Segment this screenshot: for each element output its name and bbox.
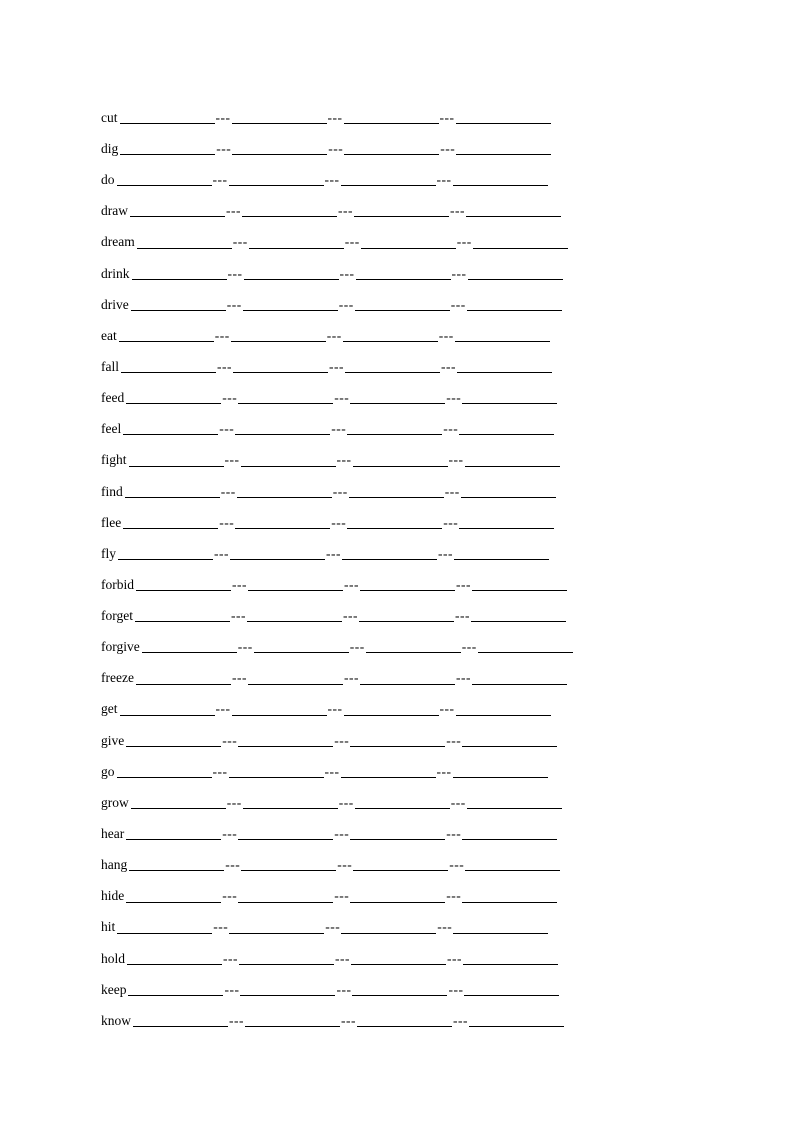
answer-blank[interactable] [229, 921, 324, 934]
answer-blank[interactable] [459, 422, 554, 435]
answer-blank[interactable] [467, 796, 562, 809]
answer-blank[interactable] [467, 298, 562, 311]
answer-blank[interactable] [472, 578, 567, 591]
answer-blank[interactable] [238, 827, 333, 840]
answer-blank[interactable] [129, 454, 224, 467]
answer-blank[interactable] [341, 173, 436, 186]
form-separator: --- [344, 234, 360, 250]
answer-blank[interactable] [245, 1014, 340, 1027]
answer-blank[interactable] [238, 734, 333, 747]
answer-blank[interactable] [243, 796, 338, 809]
answer-blank[interactable] [357, 1014, 452, 1027]
form-separator: --- [453, 1012, 468, 1028]
answer-blank[interactable] [117, 173, 212, 186]
verb-row [101, 289, 701, 320]
form-separator: --- [226, 203, 241, 219]
answer-blank[interactable] [235, 422, 330, 435]
answer-blank[interactable] [243, 298, 338, 311]
answer-blank[interactable] [361, 236, 456, 249]
answer-blank[interactable] [355, 298, 450, 311]
verb-label: hold [101, 950, 126, 966]
verb-row [101, 725, 701, 756]
form-separator: --- [237, 639, 253, 655]
verb-row [101, 849, 701, 880]
verb-label: do [101, 172, 115, 188]
answer-blank[interactable] [241, 858, 336, 871]
form-separator: --- [338, 203, 353, 219]
answer-blank[interactable] [342, 547, 437, 560]
verb-label: dream [101, 234, 135, 250]
form-separator: --- [443, 514, 459, 530]
verb-row [101, 787, 701, 818]
answer-blank[interactable] [230, 547, 325, 560]
verb-label: cut [101, 109, 118, 125]
answer-blank[interactable] [353, 858, 448, 871]
answer-blank[interactable] [132, 267, 227, 280]
form-separator: --- [213, 919, 229, 935]
answer-blank[interactable] [117, 765, 212, 778]
form-separator: --- [227, 265, 243, 281]
form-separator: --- [336, 981, 352, 997]
verb-row [101, 538, 701, 569]
verb-row [101, 663, 701, 694]
answer-blank[interactable] [462, 890, 557, 903]
answer-blank[interactable] [350, 827, 445, 840]
answer-blank[interactable] [356, 267, 451, 280]
form-separator: --- [327, 701, 343, 717]
answer-blank[interactable] [353, 454, 448, 467]
answer-blank[interactable] [461, 485, 556, 498]
verb-row [101, 413, 701, 444]
answer-blank[interactable] [136, 672, 231, 685]
answer-blank[interactable] [232, 111, 327, 124]
form-separator: --- [448, 452, 464, 468]
verb-label: forgive [101, 639, 140, 655]
form-separator: --- [215, 109, 231, 125]
answer-blank[interactable] [360, 672, 455, 685]
form-separator: --- [450, 296, 466, 312]
form-separator: --- [212, 763, 228, 779]
answer-blank[interactable] [352, 983, 447, 996]
answer-blank[interactable] [350, 734, 445, 747]
answer-blank[interactable] [469, 1014, 564, 1027]
form-separator: --- [437, 919, 453, 935]
answer-blank[interactable] [343, 329, 438, 342]
form-separator: --- [446, 390, 462, 406]
answer-blank[interactable] [350, 391, 445, 404]
answer-blank[interactable] [120, 142, 215, 155]
answer-blank[interactable] [133, 1014, 228, 1027]
form-separator: --- [226, 296, 242, 312]
answer-blank[interactable] [248, 672, 343, 685]
form-separator: --- [448, 981, 464, 997]
form-separator: --- [232, 234, 248, 250]
verb-label: hide [101, 888, 125, 904]
answer-blank[interactable] [135, 609, 230, 622]
form-separator: --- [334, 826, 350, 842]
answer-blank[interactable] [465, 858, 560, 871]
answer-blank[interactable] [142, 640, 237, 653]
answer-blank[interactable] [131, 298, 226, 311]
answer-blank[interactable] [136, 578, 231, 591]
answer-blank[interactable] [238, 391, 333, 404]
answer-blank[interactable] [354, 204, 449, 217]
answer-blank[interactable] [462, 827, 557, 840]
form-separator: --- [331, 514, 347, 530]
verb-label: forget [101, 608, 133, 624]
form-separator: --- [216, 140, 232, 156]
verb-label: hear [101, 826, 125, 842]
answer-blank[interactable] [360, 578, 455, 591]
form-separator: --- [327, 109, 343, 125]
answer-blank[interactable] [123, 516, 218, 529]
answer-blank[interactable] [472, 672, 567, 685]
verb-label: go [101, 763, 115, 779]
verb-label: keep [101, 981, 127, 997]
form-separator: --- [334, 888, 350, 904]
form-separator: --- [229, 1012, 244, 1028]
verb-row [101, 974, 701, 1005]
form-separator: --- [439, 701, 455, 717]
form-separator: --- [215, 701, 231, 717]
verb-row [101, 351, 701, 382]
form-separator: --- [225, 857, 241, 873]
form-separator: --- [455, 670, 471, 686]
answer-blank[interactable] [464, 983, 559, 996]
answer-blank[interactable] [459, 516, 554, 529]
answer-blank[interactable] [471, 609, 566, 622]
answer-blank[interactable] [355, 796, 450, 809]
answer-blank[interactable] [131, 796, 226, 809]
form-separator: --- [446, 888, 462, 904]
form-separator: --- [438, 327, 454, 343]
answer-blank[interactable] [453, 173, 548, 186]
verb-label: find [101, 483, 123, 499]
answer-blank[interactable] [241, 454, 336, 467]
answer-blank[interactable] [242, 204, 337, 217]
form-separator: --- [326, 545, 341, 561]
form-separator: --- [339, 265, 355, 281]
answer-blank[interactable] [244, 267, 339, 280]
form-separator: --- [334, 390, 350, 406]
form-separator: --- [456, 576, 471, 592]
form-separator: --- [328, 140, 344, 156]
verb-row [101, 133, 701, 164]
answer-blank[interactable] [125, 485, 220, 498]
form-separator: --- [344, 576, 359, 592]
answer-blank[interactable] [126, 890, 221, 903]
form-separator: --- [456, 234, 472, 250]
answer-blank[interactable] [463, 952, 558, 965]
verb-label: fight [101, 452, 127, 468]
form-separator: --- [332, 483, 348, 499]
form-separator: --- [441, 358, 456, 374]
answer-blank[interactable] [249, 236, 344, 249]
form-separator: --- [324, 763, 340, 779]
form-separator: --- [214, 545, 229, 561]
form-separator: --- [436, 172, 452, 188]
answer-blank[interactable] [347, 422, 442, 435]
form-separator: --- [337, 857, 353, 873]
answer-blank[interactable] [129, 858, 224, 871]
verb-label: grow [101, 794, 129, 810]
answer-blank[interactable] [359, 609, 454, 622]
form-separator: --- [446, 732, 462, 748]
answer-blank[interactable] [239, 952, 334, 965]
verb-row [101, 227, 701, 258]
answer-blank[interactable] [254, 640, 349, 653]
verb-row [101, 569, 701, 600]
verb-row [101, 600, 701, 631]
answer-blank[interactable] [456, 142, 551, 155]
verb-row [101, 1005, 701, 1036]
form-separator: --- [440, 140, 456, 156]
form-separator: --- [443, 421, 459, 437]
form-separator: --- [222, 888, 238, 904]
verb-row [101, 164, 701, 195]
form-separator: --- [217, 358, 232, 374]
form-separator: --- [222, 732, 238, 748]
answer-blank[interactable] [237, 485, 332, 498]
answer-blank[interactable] [238, 890, 333, 903]
answer-blank[interactable] [232, 142, 327, 155]
verb-label: freeze [101, 670, 134, 686]
form-separator: --- [231, 608, 246, 624]
form-separator: --- [343, 670, 359, 686]
form-separator: --- [224, 981, 240, 997]
answer-blank[interactable] [120, 703, 215, 716]
answer-blank[interactable] [465, 454, 560, 467]
answer-blank[interactable] [229, 765, 324, 778]
answer-blank[interactable] [126, 827, 221, 840]
verb-label: hang [101, 857, 128, 873]
verb-label: get [101, 701, 118, 717]
form-separator: --- [450, 203, 465, 219]
verb-row [101, 382, 701, 413]
answer-blank[interactable] [235, 516, 330, 529]
answer-blank[interactable] [127, 952, 222, 965]
form-separator: --- [450, 794, 466, 810]
form-separator: --- [324, 172, 340, 188]
form-separator: --- [231, 670, 247, 686]
answer-blank[interactable] [473, 236, 568, 249]
answer-blank[interactable] [462, 391, 557, 404]
form-separator: --- [341, 1012, 356, 1028]
verb-label: drive [101, 296, 129, 312]
form-separator: --- [338, 296, 354, 312]
form-separator: --- [334, 732, 350, 748]
verb-label: draw [101, 203, 128, 219]
form-separator: --- [338, 794, 354, 810]
verb-label: eat [101, 327, 117, 343]
form-separator: --- [436, 763, 452, 779]
answer-blank[interactable] [351, 952, 446, 965]
answer-blank[interactable] [349, 485, 444, 498]
verb-label: fall [101, 358, 119, 374]
answer-blank[interactable] [344, 142, 439, 155]
verb-row [101, 102, 701, 133]
answer-blank[interactable] [341, 765, 436, 778]
answer-blank[interactable] [119, 329, 214, 342]
verb-row [101, 756, 701, 787]
form-separator: --- [325, 919, 341, 935]
verb-row [101, 476, 701, 507]
answer-blank[interactable] [347, 516, 442, 529]
answer-blank[interactable] [137, 236, 232, 249]
verb-row [101, 258, 701, 289]
form-separator: --- [214, 327, 230, 343]
verb-label: hit [101, 919, 116, 935]
verb-row [101, 943, 701, 974]
verb-label: dig [101, 140, 119, 156]
verb-label: know [101, 1012, 131, 1028]
verb-label: feel [101, 421, 122, 437]
answer-blank[interactable] [130, 204, 225, 217]
answer-blank[interactable] [229, 173, 324, 186]
verb-row [101, 912, 701, 943]
answer-blank[interactable] [454, 547, 549, 560]
answer-blank[interactable] [350, 890, 445, 903]
answer-blank[interactable] [248, 578, 343, 591]
verb-row [101, 445, 701, 476]
form-separator: --- [343, 608, 358, 624]
form-separator: --- [212, 172, 228, 188]
form-separator: --- [438, 545, 453, 561]
answer-blank[interactable] [123, 422, 218, 435]
form-separator: --- [449, 857, 465, 873]
form-separator: --- [455, 608, 470, 624]
answer-blank[interactable] [457, 360, 552, 373]
form-separator: --- [226, 794, 242, 810]
answer-blank[interactable] [120, 111, 215, 124]
answer-blank[interactable] [231, 329, 326, 342]
form-separator: --- [349, 639, 365, 655]
answer-blank[interactable] [453, 921, 548, 934]
answer-blank[interactable] [453, 765, 548, 778]
answer-blank[interactable] [344, 111, 439, 124]
verb-label: feed [101, 390, 125, 406]
answer-blank[interactable] [456, 703, 551, 716]
form-separator: --- [329, 358, 344, 374]
form-separator: --- [451, 265, 467, 281]
form-separator: --- [219, 514, 235, 530]
answer-blank[interactable] [128, 983, 223, 996]
form-separator: --- [222, 390, 238, 406]
verb-row [101, 320, 701, 351]
answer-blank[interactable] [121, 360, 216, 373]
answer-blank[interactable] [118, 547, 213, 560]
answer-blank[interactable] [344, 703, 439, 716]
answer-blank[interactable] [240, 983, 335, 996]
answer-blank[interactable] [468, 267, 563, 280]
form-separator: --- [331, 421, 347, 437]
answer-blank[interactable] [455, 329, 550, 342]
verb-row [101, 195, 701, 226]
form-separator: --- [326, 327, 342, 343]
verb-forms-worksheet [101, 102, 701, 1036]
form-separator: --- [220, 483, 236, 499]
answer-blank[interactable] [341, 921, 436, 934]
form-separator: --- [223, 950, 239, 966]
form-separator: --- [446, 826, 462, 842]
verb-row [101, 694, 701, 725]
verb-label: give [101, 732, 125, 748]
answer-blank[interactable] [233, 360, 328, 373]
verb-row [101, 631, 701, 662]
form-separator: --- [219, 421, 235, 437]
form-separator: --- [224, 452, 240, 468]
verb-label: flee [101, 514, 122, 530]
answer-blank[interactable] [456, 111, 551, 124]
form-separator: --- [222, 826, 238, 842]
answer-blank[interactable] [232, 703, 327, 716]
answer-blank[interactable] [117, 921, 212, 934]
verb-row [101, 507, 701, 538]
answer-blank[interactable] [126, 391, 221, 404]
form-separator: --- [444, 483, 460, 499]
verb-row [101, 818, 701, 849]
form-separator: --- [447, 950, 463, 966]
verb-label: fly [101, 545, 116, 561]
answer-blank[interactable] [126, 734, 221, 747]
form-separator: --- [336, 452, 352, 468]
form-separator: --- [439, 109, 455, 125]
verb-label: forbid [101, 576, 134, 592]
answer-blank[interactable] [462, 734, 557, 747]
verb-row [101, 881, 701, 912]
answer-blank[interactable] [247, 609, 342, 622]
answer-blank[interactable] [478, 640, 573, 653]
form-separator: --- [335, 950, 351, 966]
answer-blank[interactable] [466, 204, 561, 217]
form-separator: --- [461, 639, 477, 655]
form-separator: --- [232, 576, 247, 592]
answer-blank[interactable] [345, 360, 440, 373]
verb-label: drink [101, 265, 130, 281]
answer-blank[interactable] [366, 640, 461, 653]
